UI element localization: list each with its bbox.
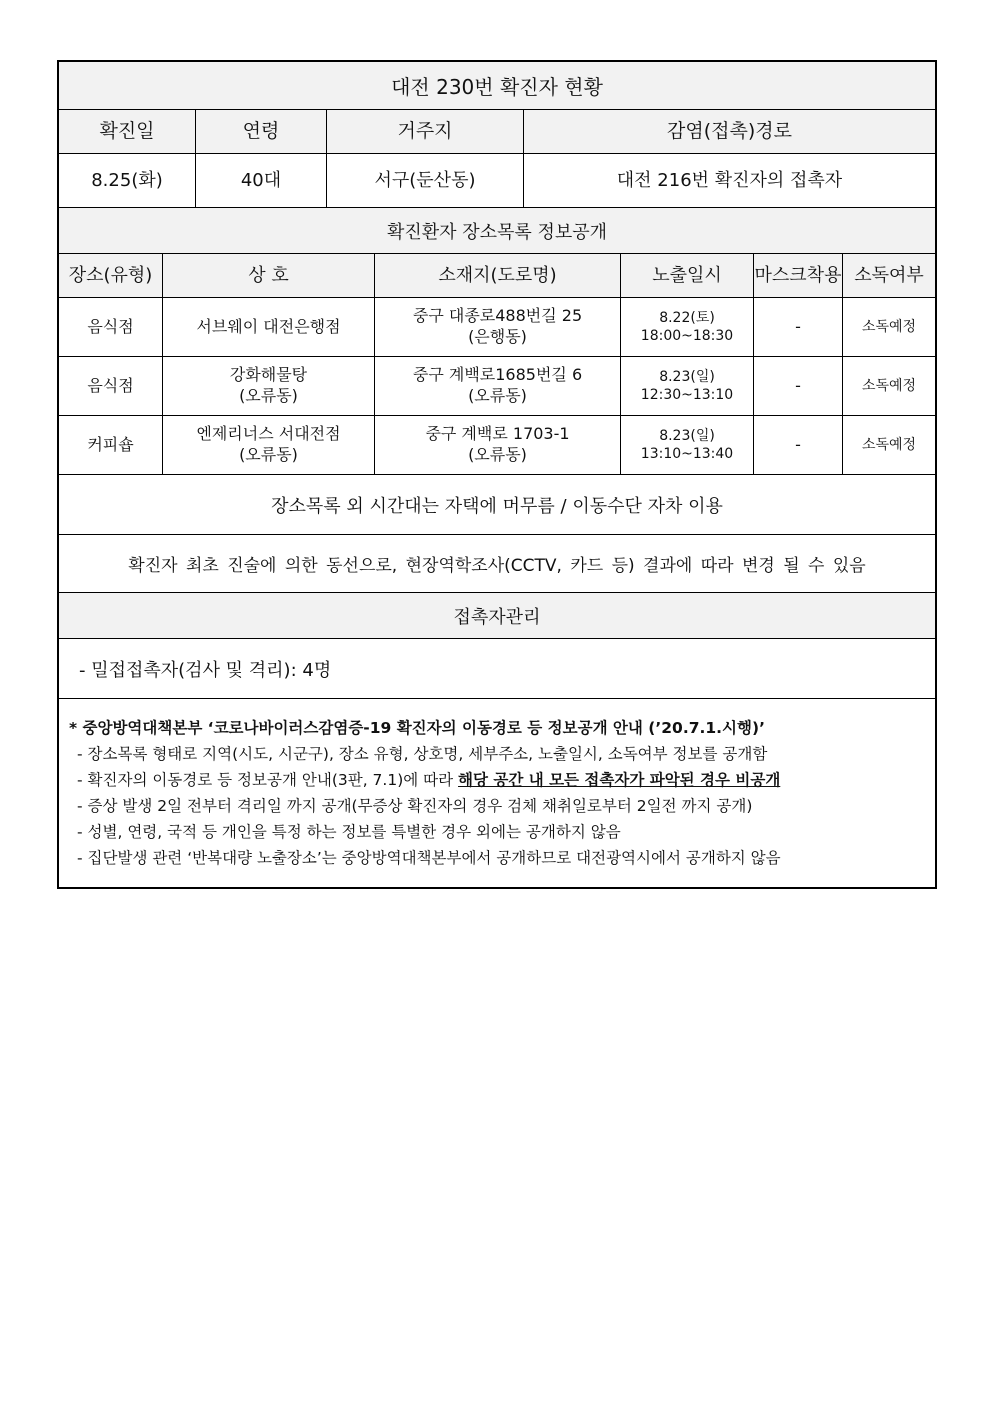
place-type: 음식점	[59, 298, 163, 356]
business-name-sub: (오류동)	[239, 386, 298, 405]
mask-status: -	[754, 298, 843, 356]
disinfect-status: 소독예정	[861, 318, 917, 335]
place-row	[59, 298, 935, 357]
contact-section-title: 접촉자관리	[59, 593, 935, 639]
exposure-time	[621, 416, 754, 474]
exposure-time	[621, 357, 754, 415]
status-document	[57, 60, 937, 889]
home-note: 장소목록 외 시간대는 자택에 머무름 / 이동수단 자차 이용	[59, 475, 935, 535]
place-row	[59, 357, 935, 416]
age: 40대	[196, 154, 327, 207]
contact-summary: - 밀접접촉자(검사 및 격리): 4명	[59, 639, 935, 699]
address-sub: (오류동)	[468, 386, 527, 405]
address-sub: (은행동)	[468, 327, 527, 346]
business-name-sub: (오류동)	[239, 445, 298, 464]
guideline-item	[69, 767, 921, 793]
exposure-range: 18:00~18:30	[640, 328, 734, 344]
address-main: 중구 계백로 1703-1	[425, 424, 570, 444]
mask-status: -	[754, 357, 843, 415]
guideline-item: - 성별, 연령, 국적 등 개인을 특정 하는 정보를 특별한 경우 외에는 공개하지 않음	[77, 823, 621, 841]
statement-note: 확진자 최초 진술에 의한 동선으로, 현장역학조사(CCTV, 카드 등) 결과에 따라 변경 될 수 있음	[59, 535, 935, 593]
exposure-date: 8.22(토)	[659, 309, 715, 326]
business-name-main: 서브웨이 대전은행점	[196, 316, 341, 336]
header-exposure-time: 노출일시	[621, 254, 754, 297]
exposure-date: 8.23(일)	[659, 427, 715, 444]
header-disinfection: 소독여부	[854, 264, 924, 286]
exposure-date: 8.23(일)	[659, 368, 715, 385]
place-type: 커피숍	[59, 416, 163, 474]
places-section-title: 확진환자 장소목록 정보공개	[59, 208, 935, 254]
disclosure-guideline	[59, 699, 935, 887]
confirm-date: 8.25(화)	[59, 154, 196, 207]
header-address: 소재지(도로명)	[375, 254, 621, 297]
guideline-item: - 장소목록 형태로 지역(시도, 시군구), 장소 유형, 상호명, 세부주소, 노출일시, 소독여부 정보를 공개함	[77, 745, 768, 763]
guideline-emphasis: 해당 공간 내 모든 접촉자가 파악된 경우 비공개	[458, 771, 781, 789]
place-address	[375, 416, 621, 474]
infection-route: 대전 216번 확진자의 접촉자	[616, 169, 843, 191]
guideline-heading: * 중앙방역대책본부 ‘코로나바이러스감염증-19 확진자의 이동경로 등 정보공개 안내 (’20.7.1.시행)’	[69, 719, 765, 737]
exposure-time	[621, 298, 754, 356]
header-mask: 마스크착용	[754, 254, 843, 297]
address-sub: (오류동)	[468, 445, 527, 464]
exposure-range: 13:10~13:40	[640, 446, 734, 462]
places-header-row	[59, 254, 935, 298]
business-name	[163, 357, 375, 415]
business-name-main: 엔제리너스 서대전점	[196, 424, 341, 444]
exposure-range: 12:30~13:10	[640, 387, 734, 403]
address-main: 중구 계백로1685번길 6	[412, 365, 583, 385]
header-confirm-date: 확진일	[59, 110, 196, 153]
place-row	[59, 416, 935, 475]
business-name	[163, 298, 375, 356]
header-business-name: 상 호	[163, 254, 375, 297]
patient-value-row	[59, 154, 935, 208]
address-main: 중구 대종로488번길 25	[412, 306, 583, 326]
place-address	[375, 298, 621, 356]
guideline-item: - 집단발생 관련 ‘반복대량 노출장소’는 중앙방역대책본부에서 공개하므로 대전광역시에서 공개하지 않음	[77, 849, 781, 867]
guideline-item: - 증상 발생 2일 전부터 격리일 까지 공개(무증상 확진자의 경우 검체 채취일로부터 2일전 까지 공개)	[77, 797, 753, 815]
header-place-type: 장소(유형)	[59, 254, 163, 297]
residence: 서구(둔산동)	[327, 154, 524, 207]
document-title: 대전 230번 확진자 현황	[59, 62, 935, 110]
patient-header-row	[59, 110, 935, 154]
place-type: 음식점	[59, 357, 163, 415]
disinfect-status: 소독예정	[861, 436, 917, 453]
header-infection-route: 감염(접촉)경로	[667, 120, 792, 143]
mask-status: -	[754, 416, 843, 474]
business-name	[163, 416, 375, 474]
header-age: 연령	[196, 110, 327, 153]
place-address	[375, 357, 621, 415]
business-name-main: 강화해물탕	[229, 365, 308, 385]
guideline-item-text: - 확진자의 이동경로 등 정보공개 안내(3판, 7.1)에 따라	[77, 771, 459, 789]
disinfect-status: 소독예정	[861, 377, 917, 394]
header-residence: 거주지	[327, 110, 524, 153]
